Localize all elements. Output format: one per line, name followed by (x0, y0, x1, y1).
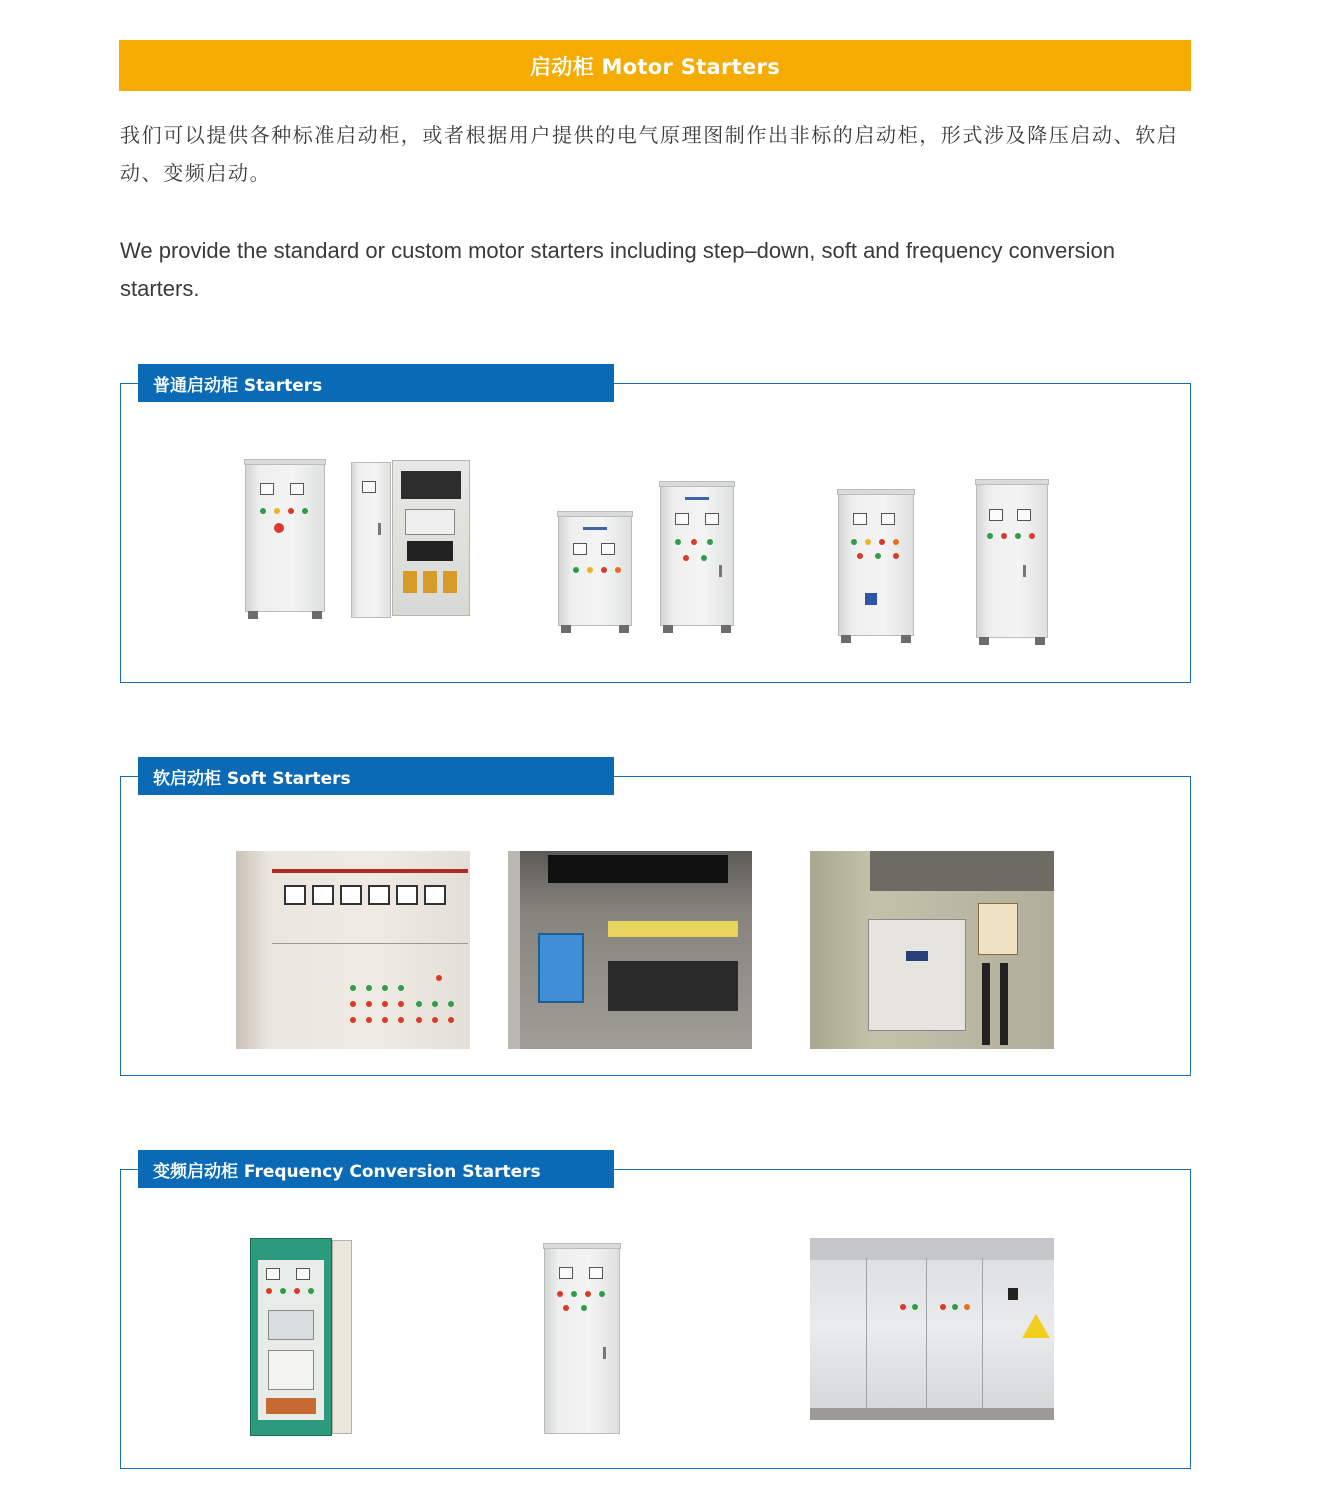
frequency-starter-room-image (810, 1238, 1054, 1420)
page-title-banner: 启动柜 Motor Starters (119, 40, 1191, 91)
soft-starter-interior-image (508, 851, 752, 1049)
section-title-tab: 变频启动柜 Frequency Conversion Starters (138, 1150, 614, 1188)
section-starters (120, 364, 1191, 664)
soft-starter-interior-image (810, 851, 1054, 1049)
section-title-tab: 普通启动柜 Starters (138, 364, 614, 402)
starter-cabinet-interior-image (392, 460, 470, 616)
frequency-starter-cabinet-image (250, 1238, 354, 1436)
starter-cabinet-image (838, 492, 914, 636)
frequency-starter-cabinet-image (544, 1246, 620, 1434)
starter-cabinet-image (976, 482, 1048, 638)
starter-cabinet-image (558, 514, 632, 626)
starter-cabinet-image (245, 462, 325, 612)
section-soft-starters (120, 757, 1191, 1057)
soft-starter-panel-image (236, 851, 470, 1049)
starter-cabinet-image (660, 484, 734, 626)
intro-text-english: We provide the standard or custom motor starters including step–down, soft and frequency conversion starters. (120, 238, 1116, 301)
starter-cabinet-door-image (351, 462, 391, 618)
intro-text-chinese: 我们可以提供各种标准启动柜，或者根据用户提供的电气原理图制作出非标的启动柜，形式涉及降压启动、软启动、变频启动。 (120, 123, 1179, 185)
section-title-tab: 软启动柜 Soft Starters (138, 757, 614, 795)
section-frequency-conversion-starters (120, 1150, 1191, 1450)
